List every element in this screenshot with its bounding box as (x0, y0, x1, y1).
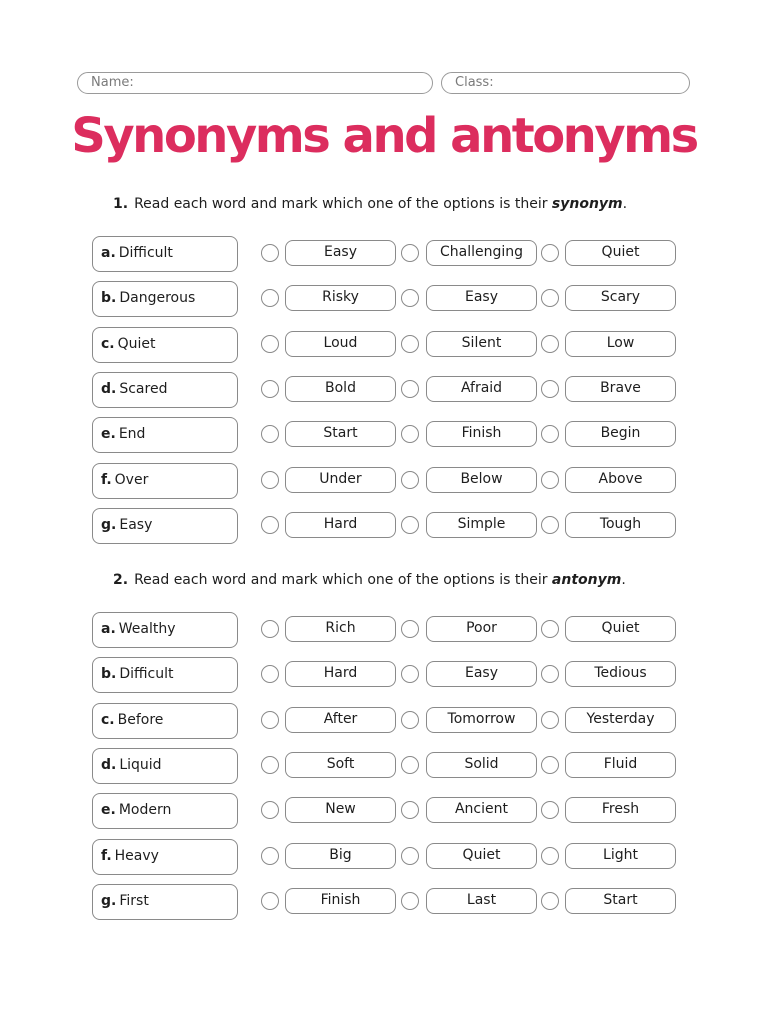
question-letter: f. (101, 848, 112, 864)
question-letter: e. (101, 802, 116, 818)
option-choice[interactable]: Rich (285, 616, 396, 642)
option-radio[interactable] (541, 335, 559, 353)
question-letter: d. (101, 757, 117, 773)
option-choice[interactable]: Fresh (565, 797, 676, 823)
option-radio[interactable] (541, 665, 559, 683)
option-radio[interactable] (261, 847, 279, 865)
question-word-box (92, 327, 238, 363)
option-choice[interactable]: Below (426, 467, 537, 493)
question-word: Modern (118, 802, 172, 818)
question-word: Difficult (119, 666, 174, 682)
option-radio[interactable] (401, 516, 419, 534)
option-choice[interactable]: Yesterday (565, 707, 676, 733)
option-radio[interactable] (401, 289, 419, 307)
class-label: Class: (455, 75, 494, 90)
option-radio[interactable] (541, 425, 559, 443)
option-choice[interactable]: Poor (426, 616, 537, 642)
option-choice[interactable]: Easy (426, 661, 537, 687)
question-word-box (92, 839, 238, 875)
question-letter: c. (101, 712, 115, 728)
option-choice[interactable]: Tough (565, 512, 676, 538)
option-radio[interactable] (261, 801, 279, 819)
question-word-box (92, 417, 238, 453)
page-title: Synonyms and antonyms (71, 108, 697, 164)
option-choice[interactable]: Easy (285, 240, 396, 266)
option-choice[interactable]: After (285, 707, 396, 733)
option-choice[interactable]: Quiet (426, 843, 537, 869)
option-radio[interactable] (541, 892, 559, 910)
question-word-box (92, 463, 238, 499)
option-choice[interactable]: Light (565, 843, 676, 869)
option-choice[interactable]: Hard (285, 512, 396, 538)
question-word-box (92, 281, 238, 317)
option-radio[interactable] (261, 335, 279, 353)
option-radio[interactable] (541, 471, 559, 489)
question-word-box (92, 748, 238, 784)
option-choice[interactable]: Fluid (565, 752, 676, 778)
class-field[interactable] (441, 72, 690, 94)
option-radio[interactable] (261, 620, 279, 638)
option-radio[interactable] (401, 620, 419, 638)
option-choice[interactable]: Tomorrow (426, 707, 537, 733)
instruction-keyword: antonym (551, 572, 622, 588)
option-radio[interactable] (541, 289, 559, 307)
option-radio[interactable] (261, 471, 279, 489)
option-choice[interactable]: Start (565, 888, 676, 914)
option-choice[interactable]: Risky (285, 285, 396, 311)
question-letter: d. (101, 381, 117, 397)
option-radio[interactable] (261, 892, 279, 910)
question-word: Before (117, 712, 164, 728)
question-word: Difficult (118, 245, 173, 261)
question-word: Scared (119, 381, 168, 397)
option-radio[interactable] (541, 244, 559, 262)
option-choice[interactable]: Bold (285, 376, 396, 402)
option-radio[interactable] (401, 892, 419, 910)
section-number: 2. (113, 572, 129, 588)
instruction-end: . (621, 572, 626, 588)
question-letter: a. (101, 621, 116, 637)
instruction-text: Read each word and mark which one of the options is their (134, 572, 552, 588)
question-word: End (118, 426, 146, 442)
question-word: Quiet (117, 336, 156, 352)
option-radio[interactable] (261, 244, 279, 262)
option-choice[interactable]: Afraid (426, 376, 537, 402)
option-choice[interactable]: Solid (426, 752, 537, 778)
question-word-box (92, 612, 238, 648)
question-word-box (92, 372, 238, 408)
option-radio[interactable] (261, 289, 279, 307)
instruction-keyword: synonym (551, 196, 623, 212)
option-choice[interactable]: Silent (426, 331, 537, 357)
option-choice[interactable]: Begin (565, 421, 676, 447)
option-choice[interactable]: Under (285, 467, 396, 493)
option-radio[interactable] (401, 801, 419, 819)
option-choice[interactable]: Soft (285, 752, 396, 778)
question-word: Heavy (114, 848, 159, 864)
option-choice[interactable]: New (285, 797, 396, 823)
option-radio[interactable] (541, 756, 559, 774)
option-choice[interactable]: Quiet (565, 240, 676, 266)
option-radio[interactable] (401, 711, 419, 729)
option-choice[interactable]: Low (565, 331, 676, 357)
question-word-box (92, 657, 238, 693)
question-letter: b. (101, 290, 117, 306)
name-label: Name: (91, 75, 134, 90)
option-choice[interactable]: Big (285, 843, 396, 869)
option-choice[interactable]: Tedious (565, 661, 676, 687)
question-word-box (92, 884, 238, 920)
option-radio[interactable] (261, 380, 279, 398)
option-radio[interactable] (261, 425, 279, 443)
option-choice[interactable]: Quiet (565, 616, 676, 642)
option-radio[interactable] (541, 620, 559, 638)
option-radio[interactable] (261, 711, 279, 729)
question-word: First (119, 893, 149, 909)
option-choice[interactable]: Ancient (426, 797, 537, 823)
question-word-box (92, 236, 238, 272)
option-radio[interactable] (401, 425, 419, 443)
option-choice[interactable]: Above (565, 467, 676, 493)
question-letter: a. (101, 245, 116, 261)
question-word: Wealthy (118, 621, 176, 637)
option-choice[interactable]: Loud (285, 331, 396, 357)
question-word-box (92, 793, 238, 829)
option-radio[interactable] (401, 756, 419, 774)
question-word: Over (114, 472, 149, 488)
option-radio[interactable] (401, 335, 419, 353)
option-radio[interactable] (541, 516, 559, 534)
question-letter: c. (101, 336, 115, 352)
question-letter: b. (101, 666, 117, 682)
option-choice[interactable]: Challenging (426, 240, 537, 266)
option-radio[interactable] (541, 801, 559, 819)
section-number: 1. (113, 196, 129, 212)
question-letter: g. (101, 517, 117, 533)
option-choice[interactable]: Hard (285, 661, 396, 687)
option-radio[interactable] (541, 380, 559, 398)
option-choice[interactable]: Last (426, 888, 537, 914)
question-word: Dangerous (119, 290, 196, 306)
option-radio[interactable] (261, 516, 279, 534)
option-choice[interactable]: Easy (426, 285, 537, 311)
name-field[interactable] (77, 72, 433, 94)
option-radio[interactable] (401, 471, 419, 489)
option-choice[interactable]: Brave (565, 376, 676, 402)
section-1-instruction (113, 196, 627, 212)
option-radio[interactable] (541, 847, 559, 865)
option-choice[interactable]: Finish (426, 421, 537, 447)
question-word: Liquid (119, 757, 162, 773)
question-word: Easy (119, 517, 153, 533)
instruction-text: Read each word and mark which one of the options is their (134, 196, 552, 212)
option-choice[interactable]: Start (285, 421, 396, 447)
question-letter: f. (101, 472, 112, 488)
question-letter: g. (101, 893, 117, 909)
option-radio[interactable] (261, 756, 279, 774)
option-choice[interactable]: Simple (426, 512, 537, 538)
option-radio[interactable] (401, 380, 419, 398)
option-radio[interactable] (541, 711, 559, 729)
option-radio[interactable] (261, 665, 279, 683)
option-choice[interactable]: Finish (285, 888, 396, 914)
option-radio[interactable] (401, 665, 419, 683)
question-word-box (92, 703, 238, 739)
option-radio[interactable] (401, 847, 419, 865)
option-radio[interactable] (401, 244, 419, 262)
question-letter: e. (101, 426, 116, 442)
instruction-end: . (622, 196, 628, 212)
section-2-instruction (113, 572, 626, 588)
option-choice[interactable]: Scary (565, 285, 676, 311)
question-word-box (92, 508, 238, 544)
